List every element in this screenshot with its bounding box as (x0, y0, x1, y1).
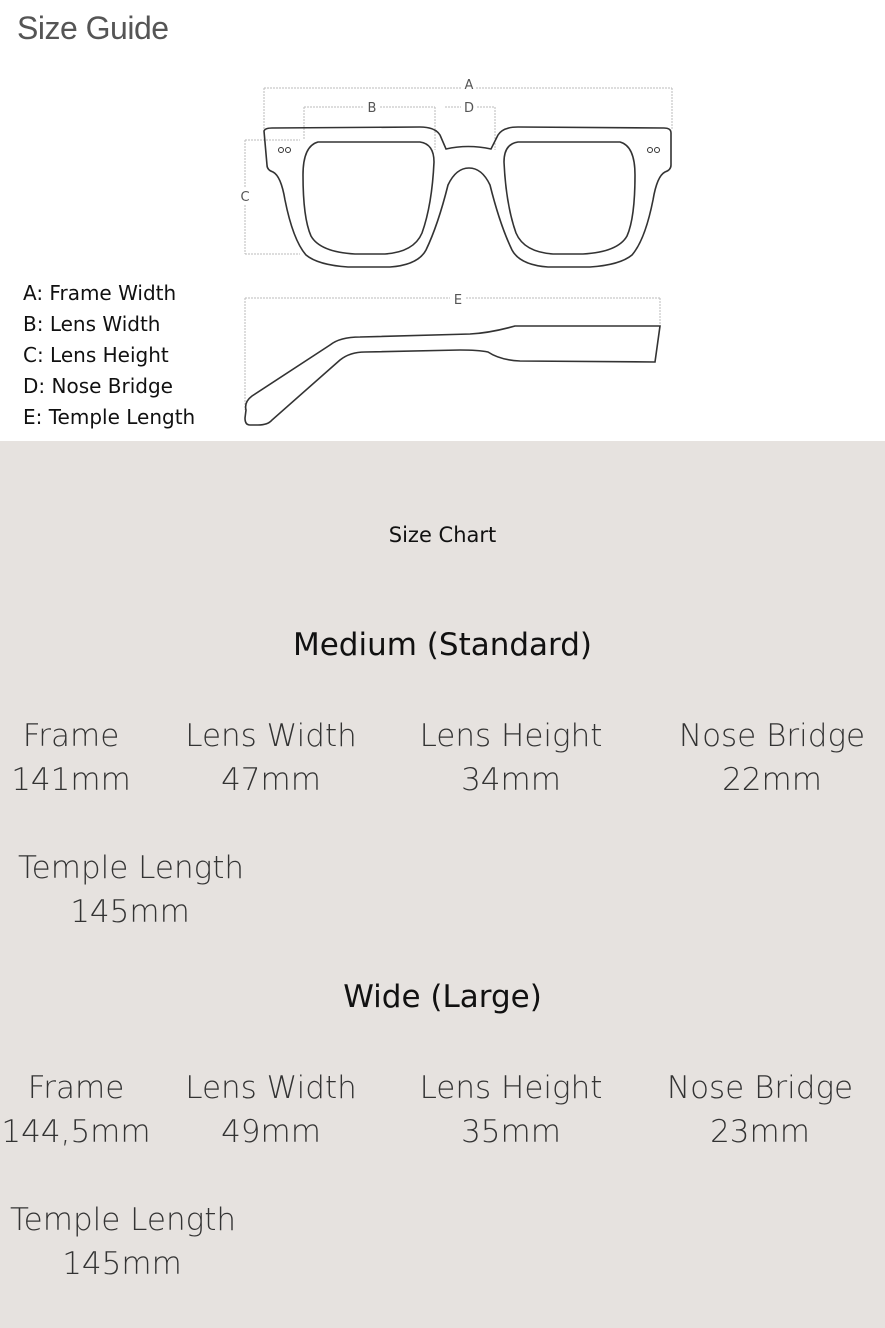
measurement-value: 145mm (62, 1246, 182, 1282)
dimension-legend (23, 278, 195, 433)
measurement-lens-width-medium (181, 714, 361, 802)
measurement-label: Temple Length (18, 850, 245, 886)
left-lens (303, 142, 434, 254)
dimension-label-a: A (464, 78, 474, 93)
measurement-value: 145mm (70, 894, 190, 930)
measurement-temple-length-medium (18, 846, 245, 934)
measurement-value: 23mm (710, 1114, 810, 1150)
measurement-label: Lens Height (419, 718, 603, 754)
legend-item-nose-bridge: D: Nose Bridge (23, 374, 173, 398)
measurement-value: 144,5mm (1, 1114, 151, 1150)
measurement-label: Temple Length (10, 1202, 237, 1238)
glasses-front-view (264, 127, 671, 267)
measurement-value: 47mm (221, 762, 321, 798)
dimension-label-b: B (367, 101, 377, 116)
measurement-lens-height-medium (416, 714, 606, 802)
measurement-value: 22mm (722, 762, 822, 798)
size-guide-panel (0, 0, 885, 441)
measurement-label: Lens Width (185, 718, 357, 754)
legend-item-lens-height: C: Lens Height (23, 343, 169, 367)
measurement-label: Lens Width (185, 1070, 357, 1106)
measurement-lens-width-wide (181, 1066, 361, 1154)
legend-item-frame-width: A: Frame Width (23, 281, 177, 305)
measurement-frame-wide (0, 1066, 152, 1154)
measurement-nose-bridge-wide (660, 1066, 860, 1154)
measurement-nose-bridge-medium (672, 714, 872, 802)
measurement-value: 35mm (461, 1114, 561, 1150)
measurement-value: 49mm (221, 1114, 321, 1150)
section-title-wide: Wide (Large) (343, 979, 542, 1015)
measurement-label: Frame (22, 718, 120, 754)
section-title-medium: Medium (Standard) (292, 627, 593, 663)
dimension-label-e: E (453, 293, 463, 308)
measurement-label: Frame (27, 1070, 125, 1106)
size-chart-panel (0, 441, 885, 1328)
measurement-frame-medium (0, 714, 142, 802)
size-guide-title: Size Guide (17, 10, 169, 46)
legend-item-lens-width: B: Lens Width (23, 312, 161, 336)
measurement-lens-height-wide (416, 1066, 606, 1154)
measurement-value: 34mm (461, 762, 561, 798)
dimension-label-c: C (240, 190, 250, 205)
measurement-label: Nose Bridge (666, 1070, 854, 1106)
dimension-label-d: D (463, 101, 475, 116)
measurement-label: Nose Bridge (678, 718, 866, 754)
size-chart-title: Size Chart (388, 523, 497, 547)
measurement-label: Lens Height (419, 1070, 603, 1106)
glasses-temple-view (245, 326, 660, 425)
measurement-value: 141mm (11, 762, 131, 798)
legend-item-temple-length: E: Temple Length (23, 405, 196, 429)
measurement-temple-length-wide (10, 1198, 237, 1286)
right-lens (504, 142, 635, 254)
